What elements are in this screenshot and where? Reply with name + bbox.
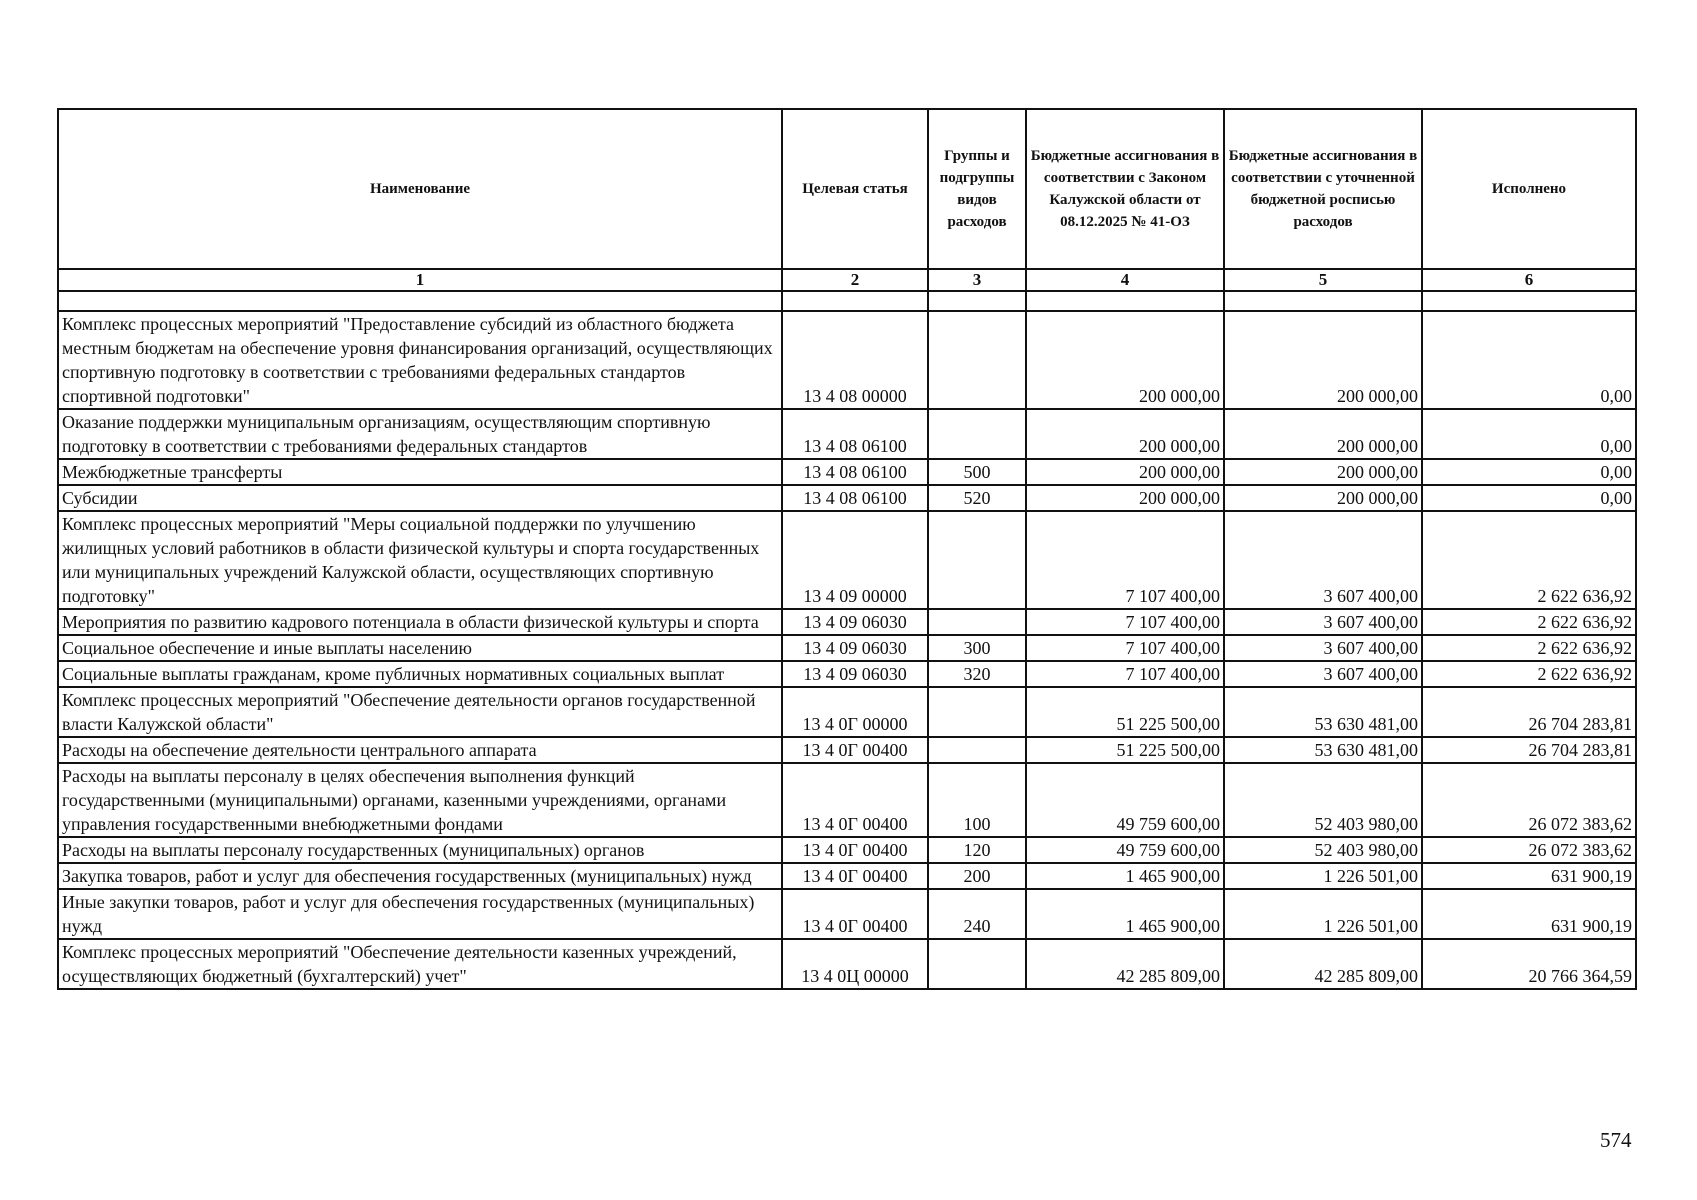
table-row [58,635,1636,661]
budget-table-sheet [57,108,1635,990]
header-target-article: Целевая статья [782,109,928,269]
row-law-amount-cell: 200 000,00 [1026,459,1224,485]
row-law-amount-cell: 200 000,00 [1026,485,1224,511]
row-name-cell: Социальное обеспечение и иные выплаты населению [58,635,782,661]
row-law-amount-cell: 49 759 600,00 [1026,763,1224,837]
row-name-cell: Расходы на обеспечение деятельности центрального аппарата [58,737,782,763]
row-revised-amount-cell: 200 000,00 [1224,409,1422,459]
row-expense-group-cell: 300 [928,635,1026,661]
row-law-amount-cell: 49 759 600,00 [1026,837,1224,863]
row-target-article-cell: 13 4 0Ц 00000 [782,939,928,989]
column-number: 3 [928,269,1026,291]
row-target-article-cell: 13 4 08 00000 [782,311,928,409]
row-target-article-cell: 13 4 0Г 00400 [782,863,928,889]
header-revised-allocations: Бюджетные ассигнования в соответствии с уточненной бюджетной росписью расходов [1224,109,1422,269]
row-target-article-cell: 13 4 08 06100 [782,409,928,459]
row-target-article-cell: 13 4 0Г 00400 [782,737,928,763]
row-target-article-cell: 13 4 08 06100 [782,459,928,485]
row-executed-amount-cell: 26 704 283,81 [1422,687,1636,737]
row-name-cell: Расходы на выплаты персоналу в целях обеспечения выполнения функций государственными (муниципальными) органами, казенными учреждениями, органами управления государственными внебюджетными фондами [58,763,782,837]
row-expense-group-cell: 200 [928,863,1026,889]
row-executed-amount-cell: 0,00 [1422,459,1636,485]
row-name-cell: Комплекс процессных мероприятий "Обеспечение деятельности казенных учреждений, осуществляющих бюджетный (бухгалтерский) учет" [58,939,782,989]
row-executed-amount-cell: 0,00 [1422,409,1636,459]
table-row [58,661,1636,687]
table-row [58,609,1636,635]
row-law-amount-cell: 42 285 809,00 [1026,939,1224,989]
header-row [58,109,1636,269]
row-revised-amount-cell: 53 630 481,00 [1224,687,1422,737]
row-name-cell: Оказание поддержки муниципальным организациям, осуществляющим спортивную подготовку в соответствии с требованиями федеральных стандартов [58,409,782,459]
row-target-article-cell: 13 4 09 00000 [782,511,928,609]
row-law-amount-cell: 7 107 400,00 [1026,511,1224,609]
table-row [58,939,1636,989]
budget-table [57,108,1637,990]
row-executed-amount-cell: 2 622 636,92 [1422,511,1636,609]
page-number: 574 [1600,1128,1632,1152]
row-name-cell: Расходы на выплаты персоналу государственных (муниципальных) органов [58,837,782,863]
row-law-amount-cell: 200 000,00 [1026,311,1224,409]
row-expense-group-cell [928,409,1026,459]
row-executed-amount-cell: 0,00 [1422,485,1636,511]
row-law-amount-cell: 200 000,00 [1026,409,1224,459]
row-name-cell: Иные закупки товаров, работ и услуг для обеспечения государственных (муниципальных) нужд [58,889,782,939]
table-row [58,459,1636,485]
row-executed-amount-cell: 20 766 364,59 [1422,939,1636,989]
row-target-article-cell: 13 4 0Г 00400 [782,889,928,939]
row-expense-group-cell [928,737,1026,763]
row-executed-amount-cell: 26 072 383,62 [1422,837,1636,863]
row-revised-amount-cell: 200 000,00 [1224,485,1422,511]
row-target-article-cell: 13 4 09 06030 [782,661,928,687]
row-law-amount-cell: 7 107 400,00 [1026,661,1224,687]
row-name-cell: Комплекс процессных мероприятий "Предоставление субсидий из областного бюджета местным бюджетам на обеспечение уровня финансирования организаций, осуществляющих спортивную подготовку в соответствии с требованиями федеральных стандартов спортивной подготовки" [58,311,782,409]
table-row [58,409,1636,459]
row-executed-amount-cell: 2 622 636,92 [1422,661,1636,687]
row-revised-amount-cell: 42 285 809,00 [1224,939,1422,989]
row-name-cell: Комплекс процессных мероприятий "Меры социальной поддержки по улучшению жилищных условий работников в области физической культуры и спорта государственных или муниципальных учреждений Калужской области, осуществляющих спортивную подготовку" [58,511,782,609]
row-expense-group-cell: 320 [928,661,1026,687]
row-expense-group-cell: 520 [928,485,1026,511]
row-target-article-cell: 13 4 0Г 00400 [782,837,928,863]
row-executed-amount-cell: 26 704 283,81 [1422,737,1636,763]
column-number-row [58,269,1636,291]
row-revised-amount-cell: 53 630 481,00 [1224,737,1422,763]
table-row [58,863,1636,889]
row-law-amount-cell: 7 107 400,00 [1026,609,1224,635]
header-expense-groups: Группы и подгруппы видов расходов [928,109,1026,269]
row-executed-amount-cell: 26 072 383,62 [1422,763,1636,837]
row-revised-amount-cell: 3 607 400,00 [1224,511,1422,609]
row-name-cell: Межбюджетные трансферты [58,459,782,485]
row-law-amount-cell: 1 465 900,00 [1026,889,1224,939]
table-row [58,311,1636,409]
row-expense-group-cell [928,687,1026,737]
row-revised-amount-cell: 52 403 980,00 [1224,837,1422,863]
row-law-amount-cell: 1 465 900,00 [1026,863,1224,889]
column-number: 1 [58,269,782,291]
table-row [58,737,1636,763]
row-revised-amount-cell: 1 226 501,00 [1224,889,1422,939]
table-row [58,687,1636,737]
row-executed-amount-cell: 631 900,19 [1422,889,1636,939]
table-row [58,889,1636,939]
header-name: Наименование [58,109,782,269]
row-name-cell: Комплекс процессных мероприятий "Обеспечение деятельности органов государственной власти Калужской области" [58,687,782,737]
row-revised-amount-cell: 200 000,00 [1224,311,1422,409]
row-expense-group-cell: 120 [928,837,1026,863]
spacer-row [58,291,1636,311]
table-row [58,511,1636,609]
header-law-allocations: Бюджетные ассигнования в соответствии с Законом Калужской области от 08.12.2025 № 41-ОЗ [1026,109,1224,269]
row-executed-amount-cell: 2 622 636,92 [1422,635,1636,661]
row-revised-amount-cell: 200 000,00 [1224,459,1422,485]
row-target-article-cell: 13 4 0Г 00400 [782,763,928,837]
row-law-amount-cell: 51 225 500,00 [1026,737,1224,763]
row-name-cell: Социальные выплаты гражданам, кроме публичных нормативных социальных выплат [58,661,782,687]
row-expense-group-cell [928,511,1026,609]
table-row [58,837,1636,863]
row-expense-group-cell [928,939,1026,989]
row-target-article-cell: 13 4 09 06030 [782,609,928,635]
row-revised-amount-cell: 3 607 400,00 [1224,609,1422,635]
row-expense-group-cell [928,609,1026,635]
row-executed-amount-cell: 631 900,19 [1422,863,1636,889]
row-executed-amount-cell: 0,00 [1422,311,1636,409]
row-law-amount-cell: 7 107 400,00 [1026,635,1224,661]
row-revised-amount-cell: 3 607 400,00 [1224,635,1422,661]
column-number: 4 [1026,269,1224,291]
row-target-article-cell: 13 4 08 06100 [782,485,928,511]
header-executed: Исполнено [1422,109,1636,269]
column-number: 5 [1224,269,1422,291]
row-revised-amount-cell: 52 403 980,00 [1224,763,1422,837]
row-target-article-cell: 13 4 09 06030 [782,635,928,661]
row-name-cell: Мероприятия по развитию кадрового потенциала в области физической культуры и спорта [58,609,782,635]
row-revised-amount-cell: 3 607 400,00 [1224,661,1422,687]
row-expense-group-cell: 100 [928,763,1026,837]
column-number: 6 [1422,269,1636,291]
row-executed-amount-cell: 2 622 636,92 [1422,609,1636,635]
row-expense-group-cell [928,311,1026,409]
column-number: 2 [782,269,928,291]
row-name-cell: Закупка товаров, работ и услуг для обеспечения государственных (муниципальных) нужд [58,863,782,889]
row-expense-group-cell: 500 [928,459,1026,485]
row-name-cell: Субсидии [58,485,782,511]
row-law-amount-cell: 51 225 500,00 [1026,687,1224,737]
row-expense-group-cell: 240 [928,889,1026,939]
table-row [58,763,1636,837]
row-target-article-cell: 13 4 0Г 00000 [782,687,928,737]
row-revised-amount-cell: 1 226 501,00 [1224,863,1422,889]
table-row [58,485,1636,511]
